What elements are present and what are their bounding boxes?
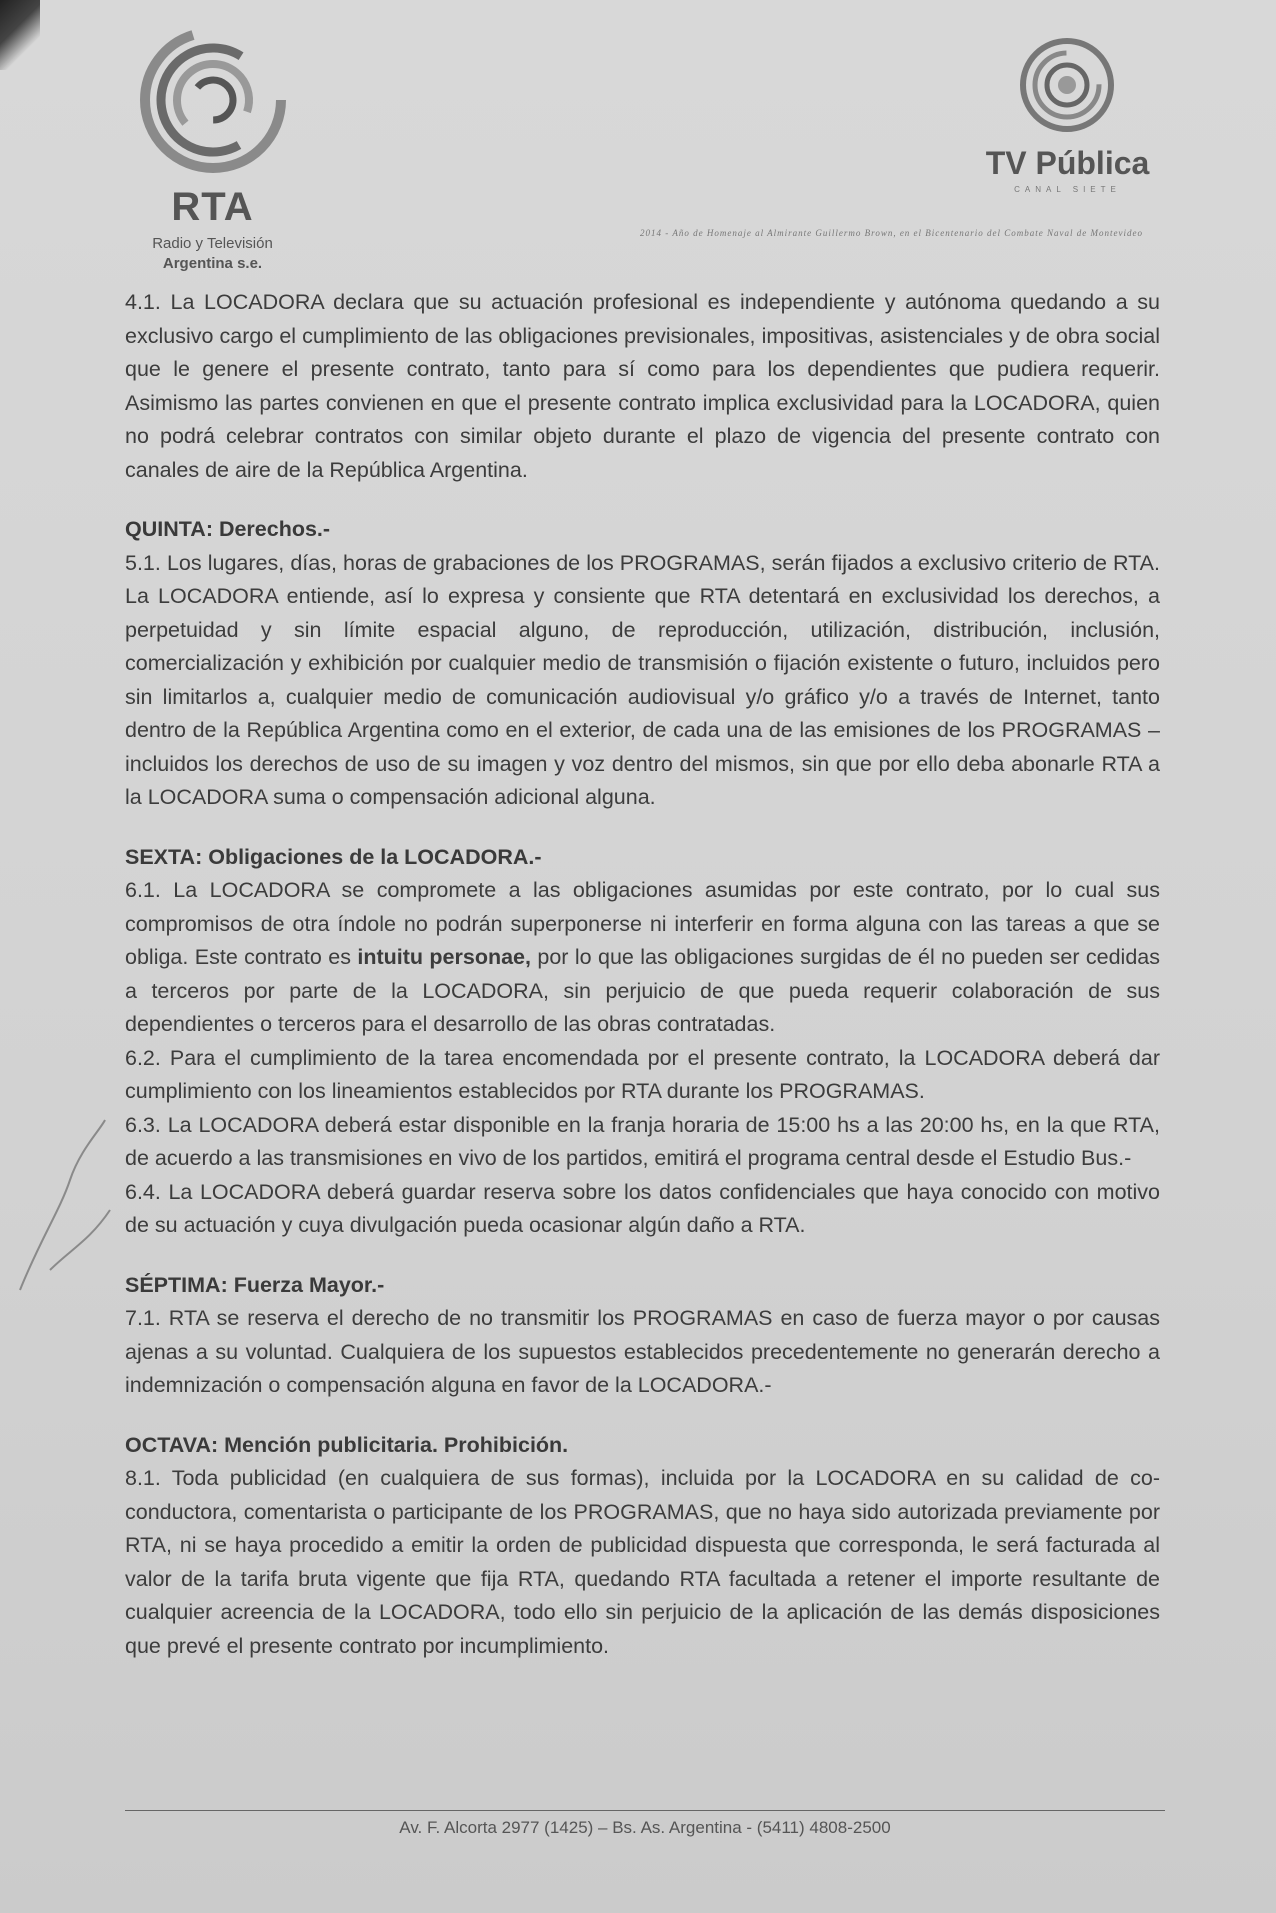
rta-logo-sub2: Argentina s.e.: [162, 255, 263, 272]
clause-4-1: 4.1. La LOCADORA declara que su actuación profesional es independiente y autónoma quedando a su exclusivo cargo el cumplimiento de las obligaciones previsionales, impositivas, asistenciales y de obra social que le genere el presente contrato, tanto para sí como para los dependientes que pudiera requerir. Asimismo las partes convienen en que el presente contrato implica exclusividad para la LOCADORA, quien no podrá celebrar contratos con similar objeto durante el plazo de vigencia del presente contrato con canales de aire de la República Argentina.: [125, 290, 1160, 482]
rta-logo-name: RTA: [171, 185, 254, 229]
tv-publica-rings-icon: [1017, 35, 1117, 135]
section-heading-octava: OCTAVA: Mención publicitaria. Prohibición.: [125, 1432, 569, 1457]
clause-5-1: 5.1. Los lugares, días, horas de grabaciones de los PROGRAMAS, serán fijados a exclusivo criterio de RTA. La LOCADORA entiende, así lo expresa y consiente que RTA detentará en exclusividad los derechos, a perpetuidad y sin límite espacial alguno, de reproducción, utilización, distribución, inclusión, comercialización y exhibición por cualquier medio de transmisión o fijación existente o futuro, incluidos pero sin limitarlos a, cualquier medio de comunicación audiovisual y/o gráfico y/o a través de Internet, tanto dentro de la República Argentina como en el exterior, de cada una de las emisiones de los PROGRAMAS – incluidos los derechos de uso de su imagen y voz dentro del mismos, sin que por ello deba abonarle RTA a la LOCADORA suma o compensación adicional alguna.: [125, 550, 1160, 809]
footer-divider: [125, 1810, 1165, 1811]
clause-6-2: 6.2. Para el cumplimiento de la tarea encomendada por el presente contrato, la LOCADORA deberá dar cumplimiento con los lineamientos establecidos por RTA durante los PROGRAMAS.: [125, 1045, 1160, 1103]
clause-6-1: [125, 874, 1160, 1042]
scan-corner-shadow: [0, 0, 40, 70]
clause-6-1-bold: intuitu personae,: [357, 945, 531, 969]
section-heading-septima: SÉPTIMA: Fuerza Mayor.-: [125, 1272, 385, 1297]
tv-publica-logo-sub: CANAL SIETE: [1014, 185, 1121, 194]
tv-publica-logo-name: TV Pública: [985, 145, 1150, 181]
contract-body: [125, 286, 1160, 1663]
section-heading-quinta: QUINTA: Derechos.-: [125, 517, 331, 541]
clause-6-1-part-b: por lo que las obligaciones surgidas de él no pueden ser cedidas a terceros por parte de la LOCADORA, sin perjuicio de que pueda requerir colaboración de sus dependientes o terceros para el desarrollo de las obras contratadas.: [125, 945, 1160, 1036]
rta-rings-icon: [138, 25, 288, 175]
year-legend: 2014 - Año de Homenaje al Almirante Guillermo Brown, en el Bicentenario del Combate Naval de Montevideo: [640, 228, 1144, 238]
clause-7-1: 7.1. RTA se reserva el derecho de no transmitir los PROGRAMAS en caso de fuerza mayor o por causas ajenas a su voluntad. Cualquiera de los supuestos establecidos precedentemente no generarán derecho a indemnización o compensación alguna en favor de la LOCADORA.-: [125, 1306, 1160, 1397]
footer-address: Av. F. Alcorta 2977 (1425) – Bs. As. Argentina - (5411) 4808-2500: [399, 1818, 891, 1837]
section-heading-sexta: SEXTA: Obligaciones de la LOCADORA.-: [125, 844, 542, 869]
rta-logo: [120, 25, 320, 272]
clause-6-1-part-a: 6.1. La LOCADORA se compromete a las obligaciones asumidas por este contrato, por lo cual sus compromisos de otra índole no podrán superponerse ni interferir en forma alguna con las tareas a que se obliga. Este contrato es: [125, 878, 1160, 969]
clause-6-3: 6.3. La LOCADORA deberá estar disponible en la franja horaria de 15:00 hs a las 20:00 hs, en la que RTA, de acuerdo a las transmisiones en vivo de los partidos, emitirá el programa central desde el Estudio Bus.-: [125, 1112, 1160, 1170]
rta-logo-sub1: Radio y Televisión: [152, 235, 273, 252]
handwritten-signature-mark: [10, 1090, 130, 1350]
tv-publica-logo: [975, 35, 1175, 205]
clause-8-1: 8.1. Toda publicidad (en cualquiera de sus formas), incluida por la LOCADORA en su calidad de co-conductora, comentarista o participante de los PROGRAMAS, que no haya sido autorizada previamente por RTA, ni se haya procedido a emitir la orden de publicidad dispuesta que corresponda, le será facturada al valor de la tarifa bruta vigente que fija RTA, quedando RTA facultada a retener el importe resultante de cualquier acreencia de la LOCADORA, todo ello sin perjuicio de la aplicación de las demás disposiciones que prevé el presente contrato por incumplimiento.: [125, 1466, 1160, 1658]
clause-6-4: 6.4. La LOCADORA deberá guardar reserva sobre los datos confidenciales que haya conocido con motivo de su actuación y cuya divulgación pueda ocasionar algún daño a RTA.: [125, 1179, 1160, 1237]
